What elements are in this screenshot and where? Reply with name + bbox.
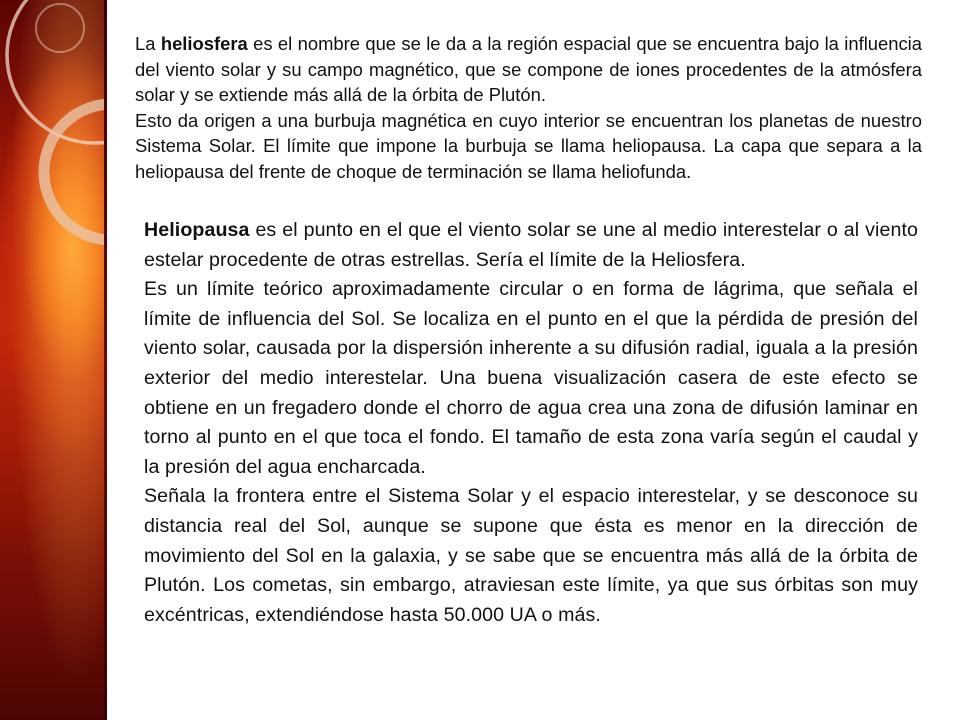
heliopause-definition-paragraph: [144, 216, 918, 275]
term-heliosfera: heliosfera: [160, 33, 248, 54]
solar-system-frontier-paragraph: Señala la frontera entre el Sistema Solar y el espacio interestelar, y se desconoce su distancia real del Sol, aunque se supone que ésta es menor en la dirección de movimiento del Sol en la galaxia, y se sabe que se encuentra más allá de la órbita de Plutón. Los cometas, sin embargo, atraviesan este límite, ya que sus órbitas son muy excéntricas, extendiéndose hasta 50.000 UA o más.: [144, 485, 918, 626]
term-heliopausa: Heliopausa: [144, 219, 250, 241]
decorative-rings-graphic: [0, 0, 107, 720]
heliopause-text-block: [144, 216, 918, 630]
heliosphere-paragraph: [135, 31, 922, 108]
paragraph-rest: es el nombre que se le da a la región espacial que se encuentra bajo la influencia del viento solar y su campo magnético, que se compone de iones procedentes de la atmósfera solar y se extiende más allá de la órbita de Plutón.: [135, 33, 922, 106]
theoretical-limit-paragraph: Es un límite teórico aproximadamente circular o en forma de lágrima, que señala el límite de influencia del Sol. Se localiza en el punto en el que la pérdida de presión del viento solar, causada por la dispersión inherente a su difusión radial, iguala a la presión exterior del medio interestelar. Una buena visualización casera de este efecto se obtiene en un fregadero donde el chorro de agua crea una zona de difusión laminar en torno al punto en el que toca el fondo. El tamaño de esta zona varía según el caudal y la presión del agua encharcada.: [144, 278, 918, 478]
paragraph-rest: es el punto en el que el viento solar se une al medio interestelar o al viento estelar procedente de otras estrellas. Sería el límite de la Heliosfera.: [144, 219, 918, 271]
paragraph-lead: La: [135, 33, 161, 54]
heliosphere-text-block: [135, 31, 922, 185]
magnetic-bubble-paragraph: Esto da origen a una burbuja magnética en cuyo interior se encuentran los planetas de nuestro Sistema Solar. El límite que impone la burbuja se llama heliopausa. La capa que separa a la heliopausa del frente de choque de terminación se llama heliofunda.: [135, 109, 922, 182]
decorative-side-band: [0, 0, 107, 720]
